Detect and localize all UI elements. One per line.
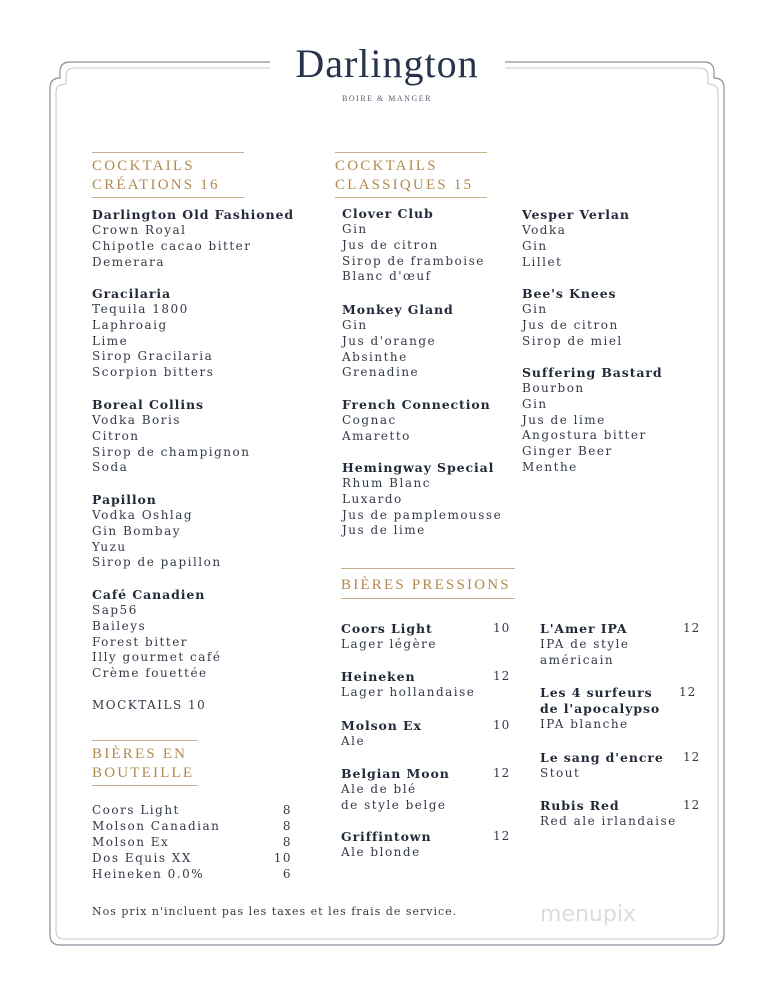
beer-price: 12 bbox=[493, 766, 511, 780]
bottle-price: 8 bbox=[282, 835, 292, 849]
section-title-line: CRÉATIONS 16 bbox=[92, 177, 220, 193]
classiques-list bbox=[342, 302, 454, 381]
classiques-list bbox=[522, 365, 663, 476]
footer-note: Nos prix n'incluent pas les taxes et les frais de service. bbox=[92, 905, 458, 918]
ingredient: Angostura bitter bbox=[522, 428, 647, 443]
cocktail-item bbox=[92, 492, 222, 571]
beer-name: L'Amer IPA bbox=[540, 621, 628, 636]
ingredient: Sirop de papillon bbox=[92, 555, 222, 570]
beer-price: 12 bbox=[493, 669, 511, 683]
beer-desc: américain bbox=[540, 652, 615, 667]
beer-price: 10 bbox=[493, 718, 511, 732]
cocktail-name: Papillon bbox=[92, 492, 157, 507]
cocktail-name: French Connection bbox=[342, 397, 491, 412]
draft-item bbox=[341, 766, 450, 814]
ingredient: Cognac bbox=[342, 413, 397, 427]
beer-price: 10 bbox=[493, 621, 511, 635]
beer-name: Rubis Red bbox=[540, 798, 620, 813]
beer-desc: IPA de style bbox=[540, 637, 630, 651]
beer-desc: Lager légère bbox=[341, 637, 438, 651]
section-rule bbox=[341, 568, 515, 569]
draft-item bbox=[540, 750, 664, 782]
draft-item bbox=[341, 718, 422, 750]
ingredient: Forest bitter bbox=[92, 634, 189, 649]
ingredient: Vodka Oshlag bbox=[92, 508, 194, 522]
beer-desc: Ale blonde bbox=[341, 845, 421, 859]
ingredient: Crème fouettée bbox=[92, 666, 208, 681]
watermark: menupix bbox=[540, 902, 636, 927]
ingredient: Scorpion bitters bbox=[92, 365, 215, 380]
draft-item bbox=[341, 829, 431, 861]
bottle-name: Molson Ex bbox=[92, 835, 170, 849]
creations-list bbox=[92, 286, 214, 381]
ingredient: Menthe bbox=[522, 459, 578, 474]
ingredient: Luxardo bbox=[342, 491, 403, 506]
brand-title: Darlington bbox=[295, 41, 479, 86]
ingredient: Soda bbox=[92, 460, 129, 475]
ingredient: Vodka Boris bbox=[92, 413, 181, 427]
ingredient: Sirop Gracilaria bbox=[92, 349, 214, 364]
section-rule bbox=[92, 152, 244, 153]
ingredient: Citron bbox=[92, 428, 140, 443]
beer-name: Coors Light bbox=[341, 621, 433, 636]
bottle-price: 6 bbox=[282, 867, 292, 881]
bottle-item bbox=[92, 803, 292, 817]
ingredient: Gin bbox=[342, 222, 368, 236]
ingredient: Sirop de miel bbox=[522, 333, 623, 348]
beer-price: 12 bbox=[683, 750, 701, 764]
mocktails-label: MOCKTAILS 10 bbox=[92, 698, 207, 712]
section-rule bbox=[92, 740, 198, 741]
ingredient: Jus de citron bbox=[522, 317, 619, 332]
bottle-name: Dos Equis XX bbox=[92, 851, 192, 865]
cocktail-name: Café Canadien bbox=[92, 587, 206, 602]
ingredient: Amaretto bbox=[342, 428, 411, 443]
section-title-creations bbox=[92, 157, 220, 195]
cocktail-item bbox=[92, 207, 294, 270]
cocktail-item bbox=[92, 286, 214, 381]
ingredient: Illy gourmet café bbox=[92, 650, 222, 665]
bottle-price: 10 bbox=[273, 851, 292, 865]
ingredient: Crown Royal bbox=[92, 223, 187, 237]
bottle-item bbox=[92, 867, 292, 881]
section-title-classiques bbox=[335, 157, 473, 195]
ingredient: Lillet bbox=[522, 254, 563, 269]
ingredient: Grenadine bbox=[342, 365, 420, 380]
section-rule bbox=[341, 598, 515, 599]
ingredient: Jus de lime bbox=[342, 523, 426, 538]
beer-name: Les 4 surfeurs bbox=[540, 685, 653, 700]
ingredient: Vodka bbox=[522, 223, 567, 237]
ingredient: Bourbon bbox=[522, 381, 585, 395]
ingredient: Sirop de framboise bbox=[342, 253, 485, 268]
section-rule bbox=[92, 785, 198, 786]
beer-price: 12 bbox=[493, 829, 511, 843]
bottle-item bbox=[92, 835, 292, 849]
brand-tagline: BOIRE & MANGER bbox=[342, 94, 432, 103]
beer-name: Molson Ex bbox=[341, 718, 422, 733]
classiques-list bbox=[342, 206, 485, 285]
classiques-list bbox=[342, 397, 491, 445]
section-rule bbox=[335, 197, 487, 198]
cocktail-name: Vesper Verlan bbox=[522, 207, 630, 222]
bottle-name: Molson Canadian bbox=[92, 819, 221, 833]
bottle-name: Coors Light bbox=[92, 803, 180, 817]
section-title-line: CLASSIQUES 15 bbox=[335, 177, 474, 193]
ingredient: Gin bbox=[522, 238, 548, 253]
beer-desc: Ale de blé bbox=[341, 782, 417, 796]
cocktail-name: Clover Club bbox=[342, 206, 434, 221]
ingredient: Jus de lime bbox=[522, 412, 606, 427]
cocktail-name: Bee's Knees bbox=[522, 286, 617, 301]
bottle-item bbox=[92, 819, 292, 833]
section-title-line: COCKTAILS bbox=[335, 158, 438, 174]
ingredient: Tequila 1800 bbox=[92, 302, 189, 316]
beer-desc: de style belge bbox=[341, 797, 447, 812]
section-rule bbox=[92, 197, 244, 198]
beer-desc: IPA blanche bbox=[540, 717, 629, 731]
ingredient: Gin bbox=[522, 396, 548, 411]
beer-desc: Stout bbox=[540, 766, 581, 780]
cocktail-name: Gracilaria bbox=[92, 286, 172, 301]
creations-list bbox=[92, 397, 250, 476]
classiques-list bbox=[522, 207, 630, 270]
beer-name: Griffintown bbox=[341, 829, 432, 844]
cocktail-name: Hemingway Special bbox=[342, 460, 495, 475]
beer-name-line2: de l'apocalypso bbox=[540, 701, 661, 716]
ingredient: Lime bbox=[92, 333, 129, 348]
cocktail-name: Boreal Collins bbox=[92, 397, 204, 412]
ingredient: Absinthe bbox=[342, 349, 408, 364]
beer-price: 12 bbox=[683, 798, 701, 812]
beer-price: 12 bbox=[683, 621, 701, 635]
section-title-line: BIÈRES EN bbox=[92, 746, 188, 762]
beer-name: Heineken bbox=[341, 669, 416, 684]
ingredient: Ginger Beer bbox=[522, 444, 613, 459]
ingredient: Demerara bbox=[92, 254, 165, 269]
ingredient: Sirop de champignon bbox=[92, 444, 251, 459]
cocktail-item bbox=[92, 397, 250, 476]
beer-desc: Red ale irlandaise bbox=[540, 814, 677, 828]
section-title-line: BOUTEILLE bbox=[92, 765, 195, 781]
ingredient: Gin Bombay bbox=[92, 523, 182, 538]
ingredient: Chipotle cacao bitter bbox=[92, 238, 252, 253]
ingredient: Blanc d'œuf bbox=[342, 269, 432, 284]
cocktail-name: Darlington Old Fashioned bbox=[92, 207, 295, 222]
creations-list bbox=[92, 587, 221, 682]
draft-item bbox=[540, 798, 677, 830]
ingredient: Rhum Blanc bbox=[342, 476, 431, 490]
ingredient: Jus de pamplemousse bbox=[342, 507, 503, 522]
ingredient: Gin bbox=[342, 318, 368, 332]
draft-item bbox=[341, 621, 437, 653]
beer-desc: Ale bbox=[341, 734, 366, 748]
ingredient: Sap56 bbox=[92, 603, 138, 617]
ingredient: Jus d'orange bbox=[342, 333, 437, 348]
creations-list bbox=[92, 492, 222, 571]
ingredient: Laphroaig bbox=[92, 317, 168, 332]
ingredient: Jus de citron bbox=[342, 237, 439, 252]
section-rule bbox=[335, 152, 487, 153]
draft-item bbox=[540, 685, 660, 733]
ingredient: Gin bbox=[522, 302, 548, 316]
bottle-price: 8 bbox=[282, 819, 292, 833]
draft-item bbox=[540, 621, 630, 669]
beer-desc: Lager hollandaise bbox=[341, 685, 476, 699]
ingredient: Yuzu bbox=[92, 539, 127, 554]
beer-name: Le sang d'encre bbox=[540, 750, 664, 765]
creations-list bbox=[92, 207, 294, 270]
draft-item bbox=[341, 669, 475, 701]
section-title-line: COCKTAILS bbox=[92, 158, 195, 174]
beer-price: 12 bbox=[679, 685, 697, 699]
section-title-pressions: BIÈRES PRESSIONS bbox=[341, 577, 511, 593]
section-title-bouteille bbox=[92, 745, 194, 783]
beer-name: Belgian Moon bbox=[341, 766, 450, 781]
classiques-list bbox=[522, 286, 623, 349]
cocktail-item bbox=[92, 587, 221, 682]
ingredient: Baileys bbox=[92, 618, 147, 633]
cocktail-name: Suffering Bastard bbox=[522, 365, 663, 380]
classiques-list bbox=[342, 460, 502, 539]
cocktail-name: Monkey Gland bbox=[342, 302, 454, 317]
bottle-name: Heineken 0.0% bbox=[92, 867, 205, 881]
bottle-price: 8 bbox=[282, 803, 292, 817]
bottle-item bbox=[92, 851, 292, 865]
